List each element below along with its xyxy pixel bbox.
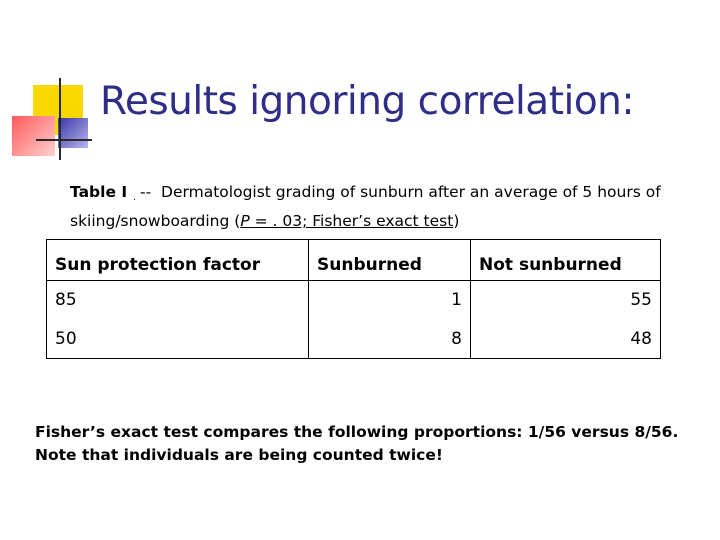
cell-sunburned: 8 xyxy=(309,320,471,359)
decorative-horizontal-line xyxy=(36,139,92,141)
footnote-line2: Note that individuals are being counted twice! xyxy=(35,446,443,464)
table-row xyxy=(47,281,661,320)
table-caption xyxy=(70,181,700,233)
cell-not-sunburned: 55 xyxy=(471,281,661,320)
decorative-blue-square xyxy=(58,118,88,148)
footnote xyxy=(35,421,715,467)
results-table xyxy=(46,239,661,359)
caption-stat-rest: = . 03; Fisher’s exact test xyxy=(249,212,454,230)
footnote-line1: Fisher’s exact test compares the following proportions: 1/56 versus 8/56. xyxy=(35,423,679,441)
header-sunburned: Sunburned xyxy=(309,240,471,281)
cell-not-sunburned: 48 xyxy=(471,320,661,359)
cell-spf: 85 xyxy=(47,281,309,320)
table-header-row xyxy=(47,240,661,281)
caption-dash: -- xyxy=(140,183,152,201)
cell-spf: 50 xyxy=(47,320,309,359)
cell-sunburned: 1 xyxy=(309,281,471,320)
caption-stat-note xyxy=(240,212,453,230)
caption-marker: . xyxy=(133,193,136,203)
header-not-sunburned: Not sunburned xyxy=(471,240,661,281)
decorative-vertical-line xyxy=(59,78,61,160)
header-sun-protection-factor: Sun protection factor xyxy=(47,240,309,281)
slide-title: Results ignoring correlation: xyxy=(100,79,635,124)
caption-close-paren: ) xyxy=(453,212,460,230)
table-row xyxy=(47,320,661,359)
table-label: Table I xyxy=(70,183,128,201)
p-symbol: P xyxy=(240,212,250,230)
caption-text-line1: Dermatologist grading of sunburn after an average of 5 hours of xyxy=(161,183,661,201)
decorative-red-square xyxy=(12,116,55,156)
caption-text-line2: skiing/snowboarding ( xyxy=(70,212,241,230)
